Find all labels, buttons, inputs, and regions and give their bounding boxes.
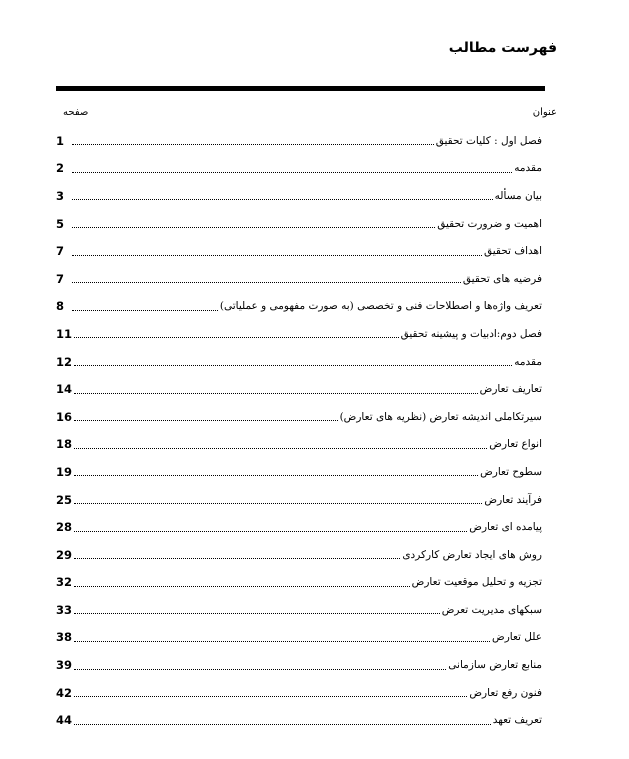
toc-entry[interactable] <box>56 182 557 210</box>
toc-entry-page-number: 5 <box>56 216 65 231</box>
toc-entry-title: منابع تعارض سازمانی <box>448 659 542 672</box>
page-title: فهرست مطالب <box>448 40 557 56</box>
toc-entry-title: تعریف تعهد <box>492 714 542 727</box>
toc-entry-page-number: 28 <box>56 520 73 535</box>
toc-entry-page-number: 19 <box>56 464 73 479</box>
toc-entry-title: مقدمه <box>514 355 542 368</box>
toc-entry-page-number: 14 <box>56 382 73 397</box>
toc-entry-title: فصل دوم:ادبیات و پیشینه تحقیق <box>400 327 542 340</box>
title-column-header: عنوان <box>532 107 557 118</box>
toc-entry-title: سیرتکاملی اندیشه تعارض (نظریه های تعارض) <box>339 410 542 423</box>
toc-entry[interactable] <box>56 679 557 707</box>
toc-entry-title: انواع تعارض <box>489 438 542 451</box>
toc-entry[interactable] <box>56 210 557 238</box>
toc-entry[interactable] <box>56 375 557 403</box>
toc-entry-page-number: 25 <box>56 492 73 507</box>
dot-leader <box>74 503 482 504</box>
toc-entry-title: روش های ایجاد تعارض کارکردی <box>402 548 542 561</box>
toc-entry[interactable] <box>56 403 557 431</box>
toc-entry-page-number: 18 <box>56 437 73 452</box>
toc-entry[interactable] <box>56 431 557 459</box>
toc-entry-title: پیامده ای تعارض <box>469 521 542 534</box>
dot-leader <box>74 696 467 697</box>
toc-entry-title: فرضیه های تحقیق <box>462 272 542 285</box>
toc-entry-page-number: 16 <box>56 409 73 424</box>
dot-leader <box>72 255 482 256</box>
toc-entry[interactable] <box>56 569 557 597</box>
dot-leader <box>72 199 493 200</box>
toc-entry[interactable] <box>56 348 557 376</box>
dot-leader <box>74 558 400 559</box>
toc-entry-title: بیان مسأله <box>494 189 542 202</box>
page-column-header: صفحه <box>63 107 89 118</box>
toc-entry-page-number: 32 <box>56 575 73 590</box>
toc-entry-title: سبکهای مدیریت تعرض <box>441 603 542 616</box>
toc-entry-page-number: 11 <box>56 326 73 341</box>
dot-leader <box>72 172 512 173</box>
dot-leader <box>74 531 467 532</box>
toc-entry[interactable] <box>56 155 557 183</box>
toc-entry-page-number: 44 <box>56 713 73 728</box>
toc-entry-title: تجزیه و تحلیل موقعیت تعارض <box>411 576 542 589</box>
toc-entry[interactable] <box>56 624 557 652</box>
toc-entry-title: علل تعارض <box>492 631 542 644</box>
dot-leader <box>74 724 491 725</box>
toc-entry-page-number: 1 <box>56 133 65 148</box>
toc-entry-page-number: 7 <box>56 271 65 286</box>
dot-leader <box>74 586 410 587</box>
toc-entry[interactable] <box>56 320 557 348</box>
dot-leader <box>74 613 440 614</box>
toc-entry[interactable] <box>56 596 557 624</box>
dot-leader <box>72 227 435 228</box>
toc-entry[interactable] <box>56 237 557 265</box>
toc-entry-title: اهداف تحقیق <box>483 245 542 258</box>
dot-leader <box>74 475 478 476</box>
toc-entry[interactable] <box>56 486 557 514</box>
toc-entry[interactable] <box>56 651 557 679</box>
toc-entry[interactable] <box>56 541 557 569</box>
dot-leader <box>74 393 478 394</box>
toc-entry-page-number: 12 <box>56 354 73 369</box>
toc-entry-title: فصل اول : کلیات تحقیق <box>435 134 542 147</box>
toc-entry-page-number: 3 <box>56 188 65 203</box>
dot-leader <box>74 448 487 449</box>
toc-entry-title: مقدمه <box>514 162 542 175</box>
toc-entry-title: فنون رفع تعارض <box>469 686 542 699</box>
toc-entry-page-number: 29 <box>56 547 73 562</box>
dot-leader <box>74 641 490 642</box>
toc-entry-page-number: 39 <box>56 658 73 673</box>
toc-entry[interactable] <box>56 458 557 486</box>
title-rule <box>56 86 545 91</box>
toc-entry[interactable] <box>56 293 557 321</box>
toc-entry[interactable] <box>56 513 557 541</box>
toc-list <box>56 127 557 734</box>
toc-entry-title: تعریف واژه‌ها و اصطلاحات فنی و تخصصی (به صورت مفهومی و عملیاتی) <box>219 300 542 313</box>
dot-leader <box>74 337 399 338</box>
toc-entry-page-number: 7 <box>56 244 65 259</box>
toc-entry-title: سطوح تعارض <box>480 465 542 478</box>
dot-leader <box>72 282 461 283</box>
dot-leader <box>72 310 218 311</box>
toc-entry-page-number: 38 <box>56 630 73 645</box>
dot-leader <box>74 669 446 670</box>
toc-entry-title: تعاریف تعارض <box>479 383 542 396</box>
toc-entry[interactable] <box>56 265 557 293</box>
toc-entry-title: فرآیند تعارض <box>484 493 542 506</box>
toc-entry-title: اهمیت و ضرورت تحقیق <box>437 217 542 230</box>
dot-leader <box>74 365 512 366</box>
toc-entry-page-number: 42 <box>56 685 73 700</box>
toc-entry[interactable] <box>56 127 557 155</box>
toc-entry-page-number: 33 <box>56 602 73 617</box>
toc-entry-page-number: 2 <box>56 161 65 176</box>
dot-leader <box>74 420 338 421</box>
dot-leader <box>72 144 434 145</box>
toc-entry[interactable] <box>56 706 557 734</box>
toc-entry-page-number: 8 <box>56 299 65 314</box>
